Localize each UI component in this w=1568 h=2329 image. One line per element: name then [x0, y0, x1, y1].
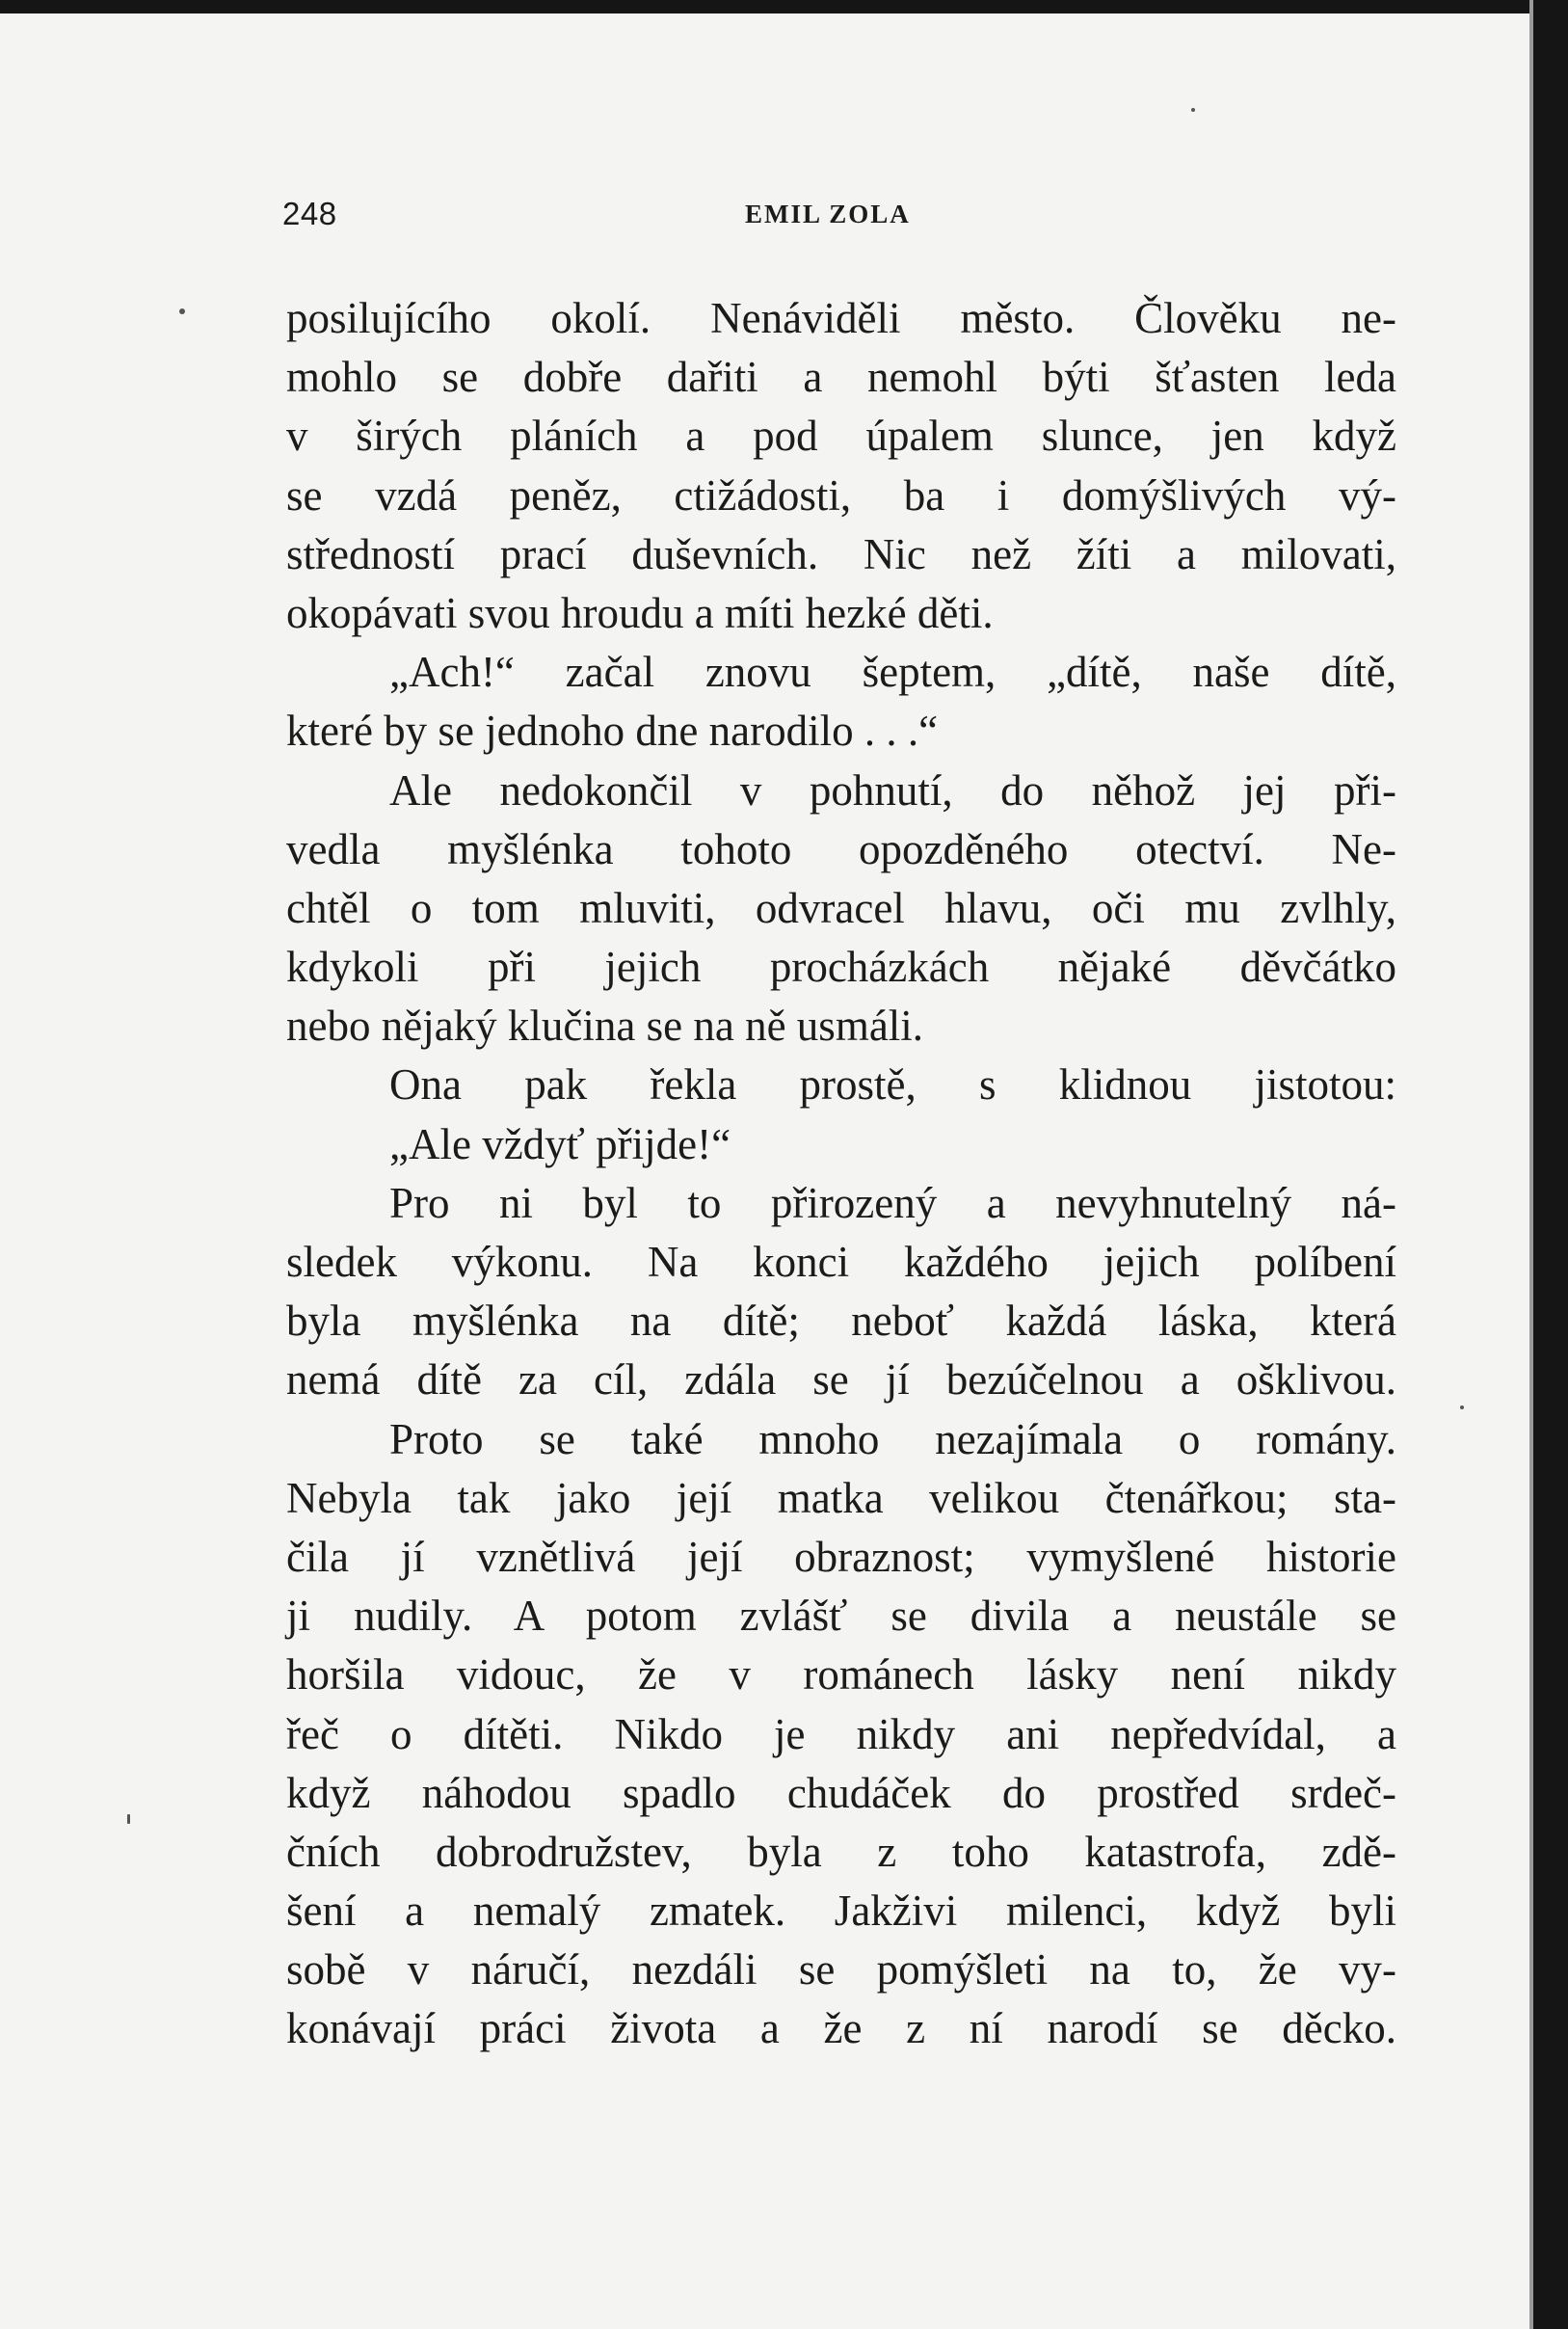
text-line: které by se jednoho dne narodilo . . .“: [286, 707, 939, 756]
text-line: v širých pláních a pod úpalem slunce, jen když: [286, 412, 1396, 461]
text-line: chtěl o tom mluviti, odvracel hlavu, oči mu zvlhly,: [286, 883, 1396, 932]
text-line: posilujícího okolí. Nenáviděli město. Člověku ne-: [286, 294, 1396, 342]
text-line: Ale nedokončil v pohnutí, do něhož jej při-: [389, 765, 1396, 815]
text-line: Proto se také mnoho nezajímala o romány.: [389, 1414, 1396, 1463]
running-head: EMIL ZOLA: [745, 200, 911, 228]
text-line: kdykoli při jejich procházkách nějaké děvčátko: [286, 943, 1396, 992]
scan-speck: [127, 1814, 130, 1824]
text-line: čních dobrodružstev, byla z toho katastrofa, zdě-: [286, 1827, 1396, 1876]
text-line: čila jí vznětlivá její obraznost; vymyšlené historie: [286, 1532, 1396, 1581]
text-line: Ona pak řekla prostě, s klidnou jistotou:: [389, 1060, 1396, 1110]
text-line: ji nudily. A potom zvlášť se divila a neustále se: [286, 1592, 1396, 1641]
text-line: sledek výkonu. Na konci každého jejich políbení: [286, 1238, 1396, 1286]
text-line: šení a nemalý zmatek. Jakživi milenci, když byli: [286, 1887, 1396, 1936]
text-line: „Ale vždyť přijde!“: [389, 1119, 731, 1168]
text-line: mohlo se dobře dařiti a nemohl býti šťasten leda: [286, 353, 1396, 402]
text-line: „Ach!“ začal znovu šeptem, „dítě, naše dítě,: [389, 648, 1396, 697]
text-line: horšila vidouc, že v románech lásky není nikdy: [286, 1650, 1396, 1700]
text-line: byla myšlénka na dítě; neboť každá láska, která: [286, 1297, 1396, 1346]
scan-speck: [1191, 108, 1195, 112]
text-line: se vzdá peněz, ctižádosti, ba i domýšlivých vý-: [286, 470, 1396, 520]
text-line: Pro ni byl to přirozený a nevyhnutelný ná-: [389, 1178, 1396, 1227]
scan-top-edge: [0, 0, 1568, 13]
text-line: řeč o dítěti. Nikdo je nikdy ani nepředvídal, a: [286, 1709, 1396, 1758]
text-line: když náhodou spadlo chudáček do prostřed srdeč-: [286, 1768, 1396, 1817]
text-line: nebo nějaký klučina se na ně usmáli.: [286, 1002, 924, 1051]
text-line: sobě v náručí, nezdáli se pomýšleti na to, že vy-: [286, 1945, 1396, 1994]
text-line: středností prací duševních. Nic než žíti a milovati,: [286, 529, 1396, 578]
page-number: 248: [282, 196, 337, 231]
text-line: okopávati svou hroudu a míti hezké děti.: [286, 588, 994, 637]
scan-speck: [1460, 1405, 1464, 1409]
scan-speck: [179, 308, 185, 314]
page-header: [282, 193, 1420, 235]
text-line: Nebyla tak jako její matka velikou čtenářkou; sta-: [286, 1473, 1396, 1522]
body-text: [286, 289, 1396, 2059]
text-line: nemá dítě za cíl, zdála se jí bezúčelnou a ošklivou.: [286, 1355, 1396, 1405]
scan-right-edge: [1533, 0, 1568, 2329]
text-line: vedla myšlénka tohoto opozděného otectví. Ne-: [286, 824, 1396, 873]
text-line: konávají práci života a že z ní narodí se děcko.: [286, 2004, 1396, 2053]
